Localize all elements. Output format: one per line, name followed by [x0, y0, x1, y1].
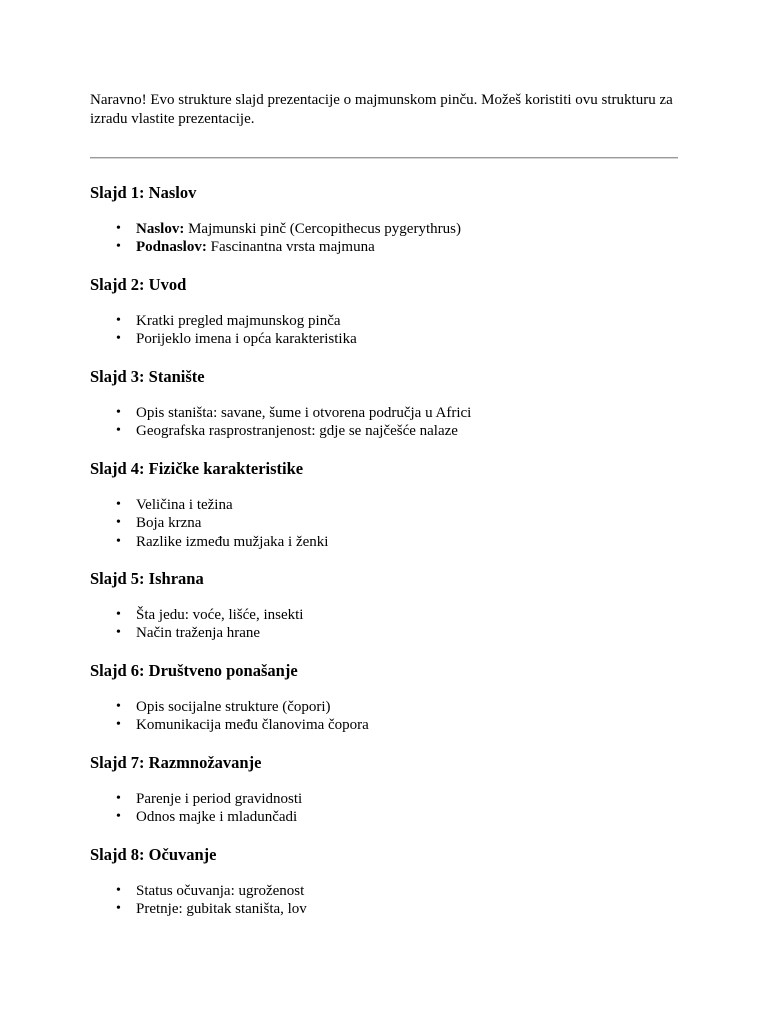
list-item — [116, 220, 680, 238]
intro-paragraph: Naravno! Evo strukture slajd prezentacije o majmunskom pinču. Možeš koristiti ovu strukturu za izradu vlastite prezentacije. — [90, 92, 673, 127]
bullet-icon: • — [116, 607, 121, 622]
bullet-list — [90, 698, 680, 735]
bullet-icon: • — [116, 497, 121, 512]
bullet-icon: • — [116, 331, 121, 347]
slide-outline — [90, 183, 680, 937]
list-item-text: Status očuvanja: ugroženost — [136, 883, 305, 899]
bullet-icon: • — [116, 423, 121, 439]
bullet-icon: • — [116, 405, 121, 420]
slide-section-1 — [90, 183, 680, 275]
bullet-list — [90, 404, 680, 441]
list-item-text: Parenje i period gravidnosti — [136, 791, 303, 807]
list-item — [116, 698, 680, 716]
bullet-icon: • — [116, 533, 121, 549]
slide-section-5 — [90, 569, 680, 661]
slide-section-6 — [90, 661, 680, 753]
bullet-icon: • — [116, 221, 121, 236]
slide-section-4 — [90, 459, 680, 569]
bullet-list — [90, 220, 680, 257]
list-item — [116, 624, 680, 642]
list-item-text: Komunikacija među članovima čopora — [136, 717, 369, 734]
bullet-list — [90, 790, 680, 827]
list-item-label: Naslov: — [136, 221, 185, 237]
list-item-text: Opis socijalne strukture (čopori) — [136, 699, 331, 715]
list-item-text: Šta jedu: voće, lišće, insekti — [136, 607, 304, 623]
list-item — [116, 606, 680, 624]
slide-section-3 — [90, 367, 680, 459]
list-item-text: Fascinantna vrsta majmuna — [206, 239, 375, 256]
list-item-text: Pretnje: gubitak staništa, lov — [136, 901, 307, 918]
bullet-list — [90, 496, 680, 551]
list-item — [116, 496, 680, 514]
slide-title: Slajd 3: Stanište — [90, 367, 205, 386]
list-item — [116, 514, 680, 532]
list-item — [116, 404, 680, 422]
list-item-text: Geografska rasprostranjenost: gdje se najčešće nalaze — [136, 423, 458, 440]
bullet-icon: • — [116, 515, 121, 531]
bullet-list — [90, 312, 680, 349]
slide-title: Slajd 1: Naslov — [90, 183, 197, 202]
list-item — [116, 533, 680, 551]
slide-title: Slajd 2: Uvod — [90, 275, 187, 294]
bullet-icon: • — [116, 883, 121, 898]
slide-section-8 — [90, 845, 680, 937]
list-item-text: Boja krzna — [136, 515, 202, 532]
bullet-list — [90, 882, 680, 919]
list-item-text: Majmunski pinč (Cercopithecus pygerythrus) — [184, 221, 461, 237]
slide-title: Slajd 8: Očuvanje — [90, 845, 217, 864]
bullet-list — [90, 606, 680, 643]
list-item-text: Opis staništa: savane, šume i otvorena područja u Africi — [136, 405, 472, 421]
bullet-icon: • — [116, 313, 121, 328]
list-item-text: Način traženja hrane — [136, 625, 261, 642]
horizontal-rule — [90, 157, 678, 159]
list-item-text: Razlike između mužjaka i ženki — [136, 533, 329, 550]
list-item-label: Podnaslov: — [136, 239, 207, 256]
list-item-text: Porijeklo imena i opća karakteristika — [136, 331, 357, 348]
bullet-icon: • — [116, 791, 121, 806]
slide-section-7 — [90, 753, 680, 845]
bullet-icon: • — [116, 809, 121, 825]
list-item — [116, 422, 680, 440]
list-item-text: Kratki pregled majmunskog pinča — [136, 313, 341, 329]
bullet-icon: • — [116, 699, 121, 714]
list-item — [116, 330, 680, 348]
bullet-icon: • — [116, 901, 121, 917]
bullet-icon: • — [116, 717, 121, 733]
slide-section-2 — [90, 275, 680, 367]
bullet-icon: • — [116, 625, 121, 641]
list-item-text: Odnos majke i mladunčadi — [136, 809, 298, 826]
bullet-icon: • — [116, 239, 121, 255]
slide-title: Slajd 7: Razmnožavanje — [90, 753, 262, 772]
list-item — [116, 882, 680, 900]
list-item — [116, 312, 680, 330]
list-item — [116, 716, 680, 734]
list-item — [116, 900, 680, 918]
list-item — [116, 238, 680, 256]
list-item-text: Veličina i težina — [136, 497, 233, 513]
slide-title: Slajd 5: Ishrana — [90, 569, 204, 588]
list-item — [116, 790, 680, 808]
slide-title: Slajd 6: Društveno ponašanje — [90, 661, 298, 680]
slide-title: Slajd 4: Fizičke karakteristike — [90, 459, 304, 478]
list-item — [116, 808, 680, 826]
